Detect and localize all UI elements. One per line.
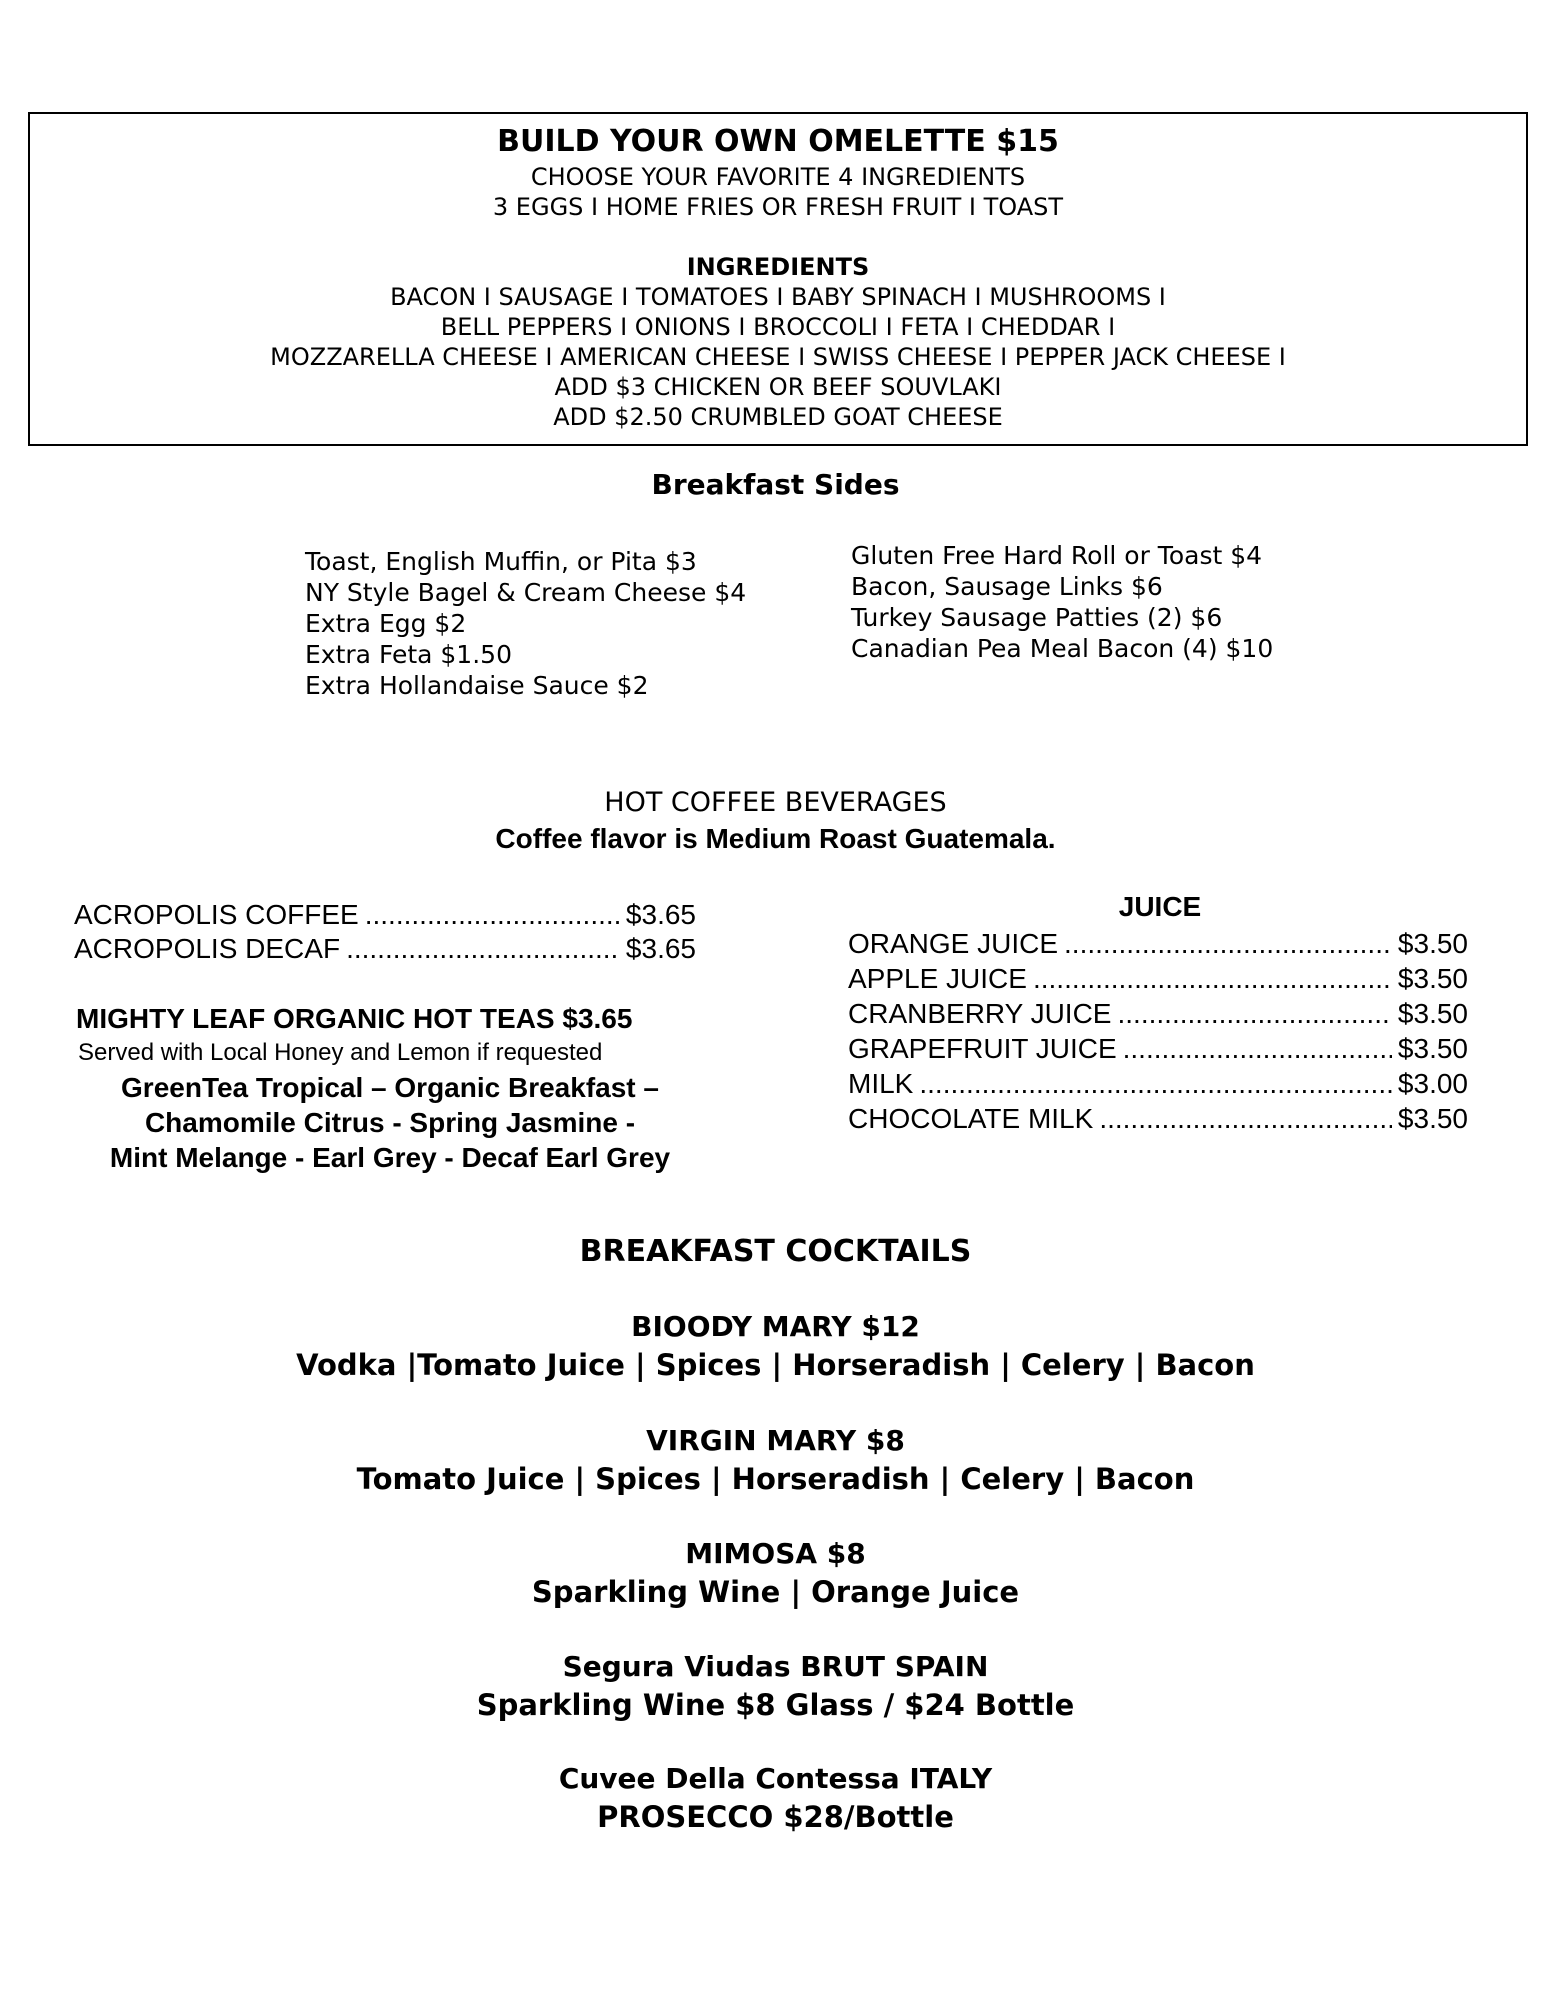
teas-title: MIGHTY LEAF ORGANIC HOT TEAS $3.65: [76, 1003, 633, 1034]
coffee-item-name: ACROPOLIS DECAF: [74, 933, 341, 964]
coffee-flavor-note: Coffee flavor is Medium Roast Guatemala.: [495, 823, 1056, 854]
leader-dots: [1064, 926, 1392, 961]
cocktail-name: Segura Viudas BRUT SPAIN: [562, 1650, 989, 1683]
side-item: Turkey Sausage Patties (2) $6: [851, 603, 1223, 632]
leader-dots: [1123, 1031, 1392, 1066]
juice-item: [848, 926, 1468, 961]
cocktail-item: [0, 1422, 1551, 1498]
omelette-subtitle-2: 3 EGGS I HOME FRIES OR FRESH FRUIT I TOAST: [492, 193, 1064, 221]
side-item: Toast, English Muffin, or Pita $3: [305, 547, 697, 576]
teas-list: [40, 1070, 740, 1175]
juice-item-name: GRAPEFRUIT JUICE: [848, 1033, 1117, 1064]
coffee-item-price: $3.65: [625, 933, 696, 964]
sides-title: Breakfast Sides: [651, 468, 900, 501]
cocktail-desc: Sparkling Wine $8 Glass / $24 Bottle: [476, 1688, 1075, 1722]
leader-dots: [1033, 961, 1392, 996]
side-item: Extra Feta $1.50: [305, 640, 512, 669]
ingredients-line: BELL PEPPERS I ONIONS I BROCCOLI I FETA I CHEDDAR I: [440, 313, 1116, 341]
juice-item: [848, 996, 1468, 1031]
cocktail-item: [0, 1308, 1551, 1384]
side-item: Gluten Free Hard Roll or Toast $4: [851, 541, 1263, 570]
leader-dots: [1117, 996, 1391, 1031]
coffee-item: [74, 898, 696, 932]
cocktail-name: VIRGIN MARY $8: [646, 1424, 905, 1457]
juice-item-price: $3.50: [1397, 998, 1468, 1029]
leader-dots: [365, 898, 620, 932]
coffee-item: [74, 932, 696, 966]
juice-item-name: MILK: [848, 1068, 914, 1099]
omelette-section: [28, 112, 1528, 446]
coffee-title: HOT COFFEE BEVERAGES: [604, 787, 947, 818]
juice-item: [848, 961, 1468, 996]
cocktail-item: [0, 1535, 1551, 1611]
cocktail-name: MIMOSA $8: [685, 1537, 866, 1570]
juice-item: [848, 1101, 1468, 1136]
teas-line: Mint Melange - Earl Grey - Decaf Earl Grey: [109, 1142, 671, 1173]
side-item: NY Style Bagel & Cream Cheese $4: [305, 578, 747, 607]
teas-line: Chamomile Citrus - Spring Jasmine -: [144, 1107, 636, 1138]
juice-item-name: ORANGE JUICE: [848, 928, 1059, 959]
sides-left-column: [305, 546, 746, 701]
ingredients-line: ADD $3 CHICKEN OR BEEF SOUVLAKI: [554, 373, 1002, 401]
juice-item-name: CRANBERRY JUICE: [848, 998, 1112, 1029]
omelette-subtitle-1: CHOOSE YOUR FAVORITE 4 INGREDIENTS: [530, 163, 1026, 191]
juice-item-price: $3.50: [1397, 928, 1468, 959]
juice-title: JUICE: [1118, 891, 1202, 922]
juice-item-price: $3.50: [1397, 1033, 1468, 1064]
cocktail-name: BIOODY MARY $12: [631, 1310, 920, 1343]
cocktail-name: Cuvee Della Contessa ITALY: [558, 1762, 993, 1795]
juice-item-name: APPLE JUICE: [848, 963, 1027, 994]
juice-item: [848, 1031, 1468, 1066]
teas-line: GreenTea Tropical – Organic Breakfast –: [121, 1072, 659, 1103]
side-item: Extra Hollandaise Sauce $2: [305, 671, 649, 700]
teas-note: Served with Local Honey and Lemon if requested: [78, 1039, 603, 1066]
ingredients-line: BACON I SAUSAGE I TOMATOES I BABY SPINACH I MUSHROOMS I: [390, 283, 1166, 311]
juice-item-name: CHOCOLATE MILK: [848, 1103, 1094, 1134]
coffee-item-name: ACROPOLIS COFFEE: [74, 899, 359, 930]
juice-item-price: $3.50: [1397, 1103, 1468, 1134]
leader-dots: [1099, 1101, 1392, 1136]
ingredients-line: ADD $2.50 CRUMBLED GOAT CHEESE: [553, 403, 1003, 431]
side-item: Extra Egg $2: [305, 609, 467, 638]
sides-right-column: [851, 540, 1273, 664]
juice-item-price: $3.00: [1397, 1068, 1468, 1099]
leader-dots: [919, 1066, 1392, 1101]
cocktail-item: [0, 1648, 1551, 1724]
cocktail-desc: Sparkling Wine | Orange Juice: [531, 1575, 1020, 1609]
leader-dots: [346, 932, 620, 966]
cocktail-item: [0, 1760, 1551, 1836]
ingredients-line: MOZZARELLA CHEESE I AMERICAN CHEESE I SWISS CHEESE I PEPPER JACK CHEESE I: [270, 343, 1286, 371]
ingredients-heading: INGREDIENTS: [686, 253, 870, 281]
side-item: Canadian Pea Meal Bacon (4) $10: [851, 634, 1274, 663]
cocktail-desc: PROSECCO $28/Bottle: [597, 1800, 954, 1834]
omelette-title: BUILD YOUR OWN OMELETTE $15: [497, 124, 1059, 159]
cocktail-desc: Vodka |Tomato Juice | Spices | Horseradish | Celery | Bacon: [296, 1348, 1255, 1382]
cocktail-desc: Tomato Juice | Spices | Horseradish | Celery | Bacon: [356, 1462, 1195, 1496]
juice-item-price: $3.50: [1397, 963, 1468, 994]
cocktails-title: BREAKFAST COCKTAILS: [579, 1234, 972, 1269]
juice-item: [848, 1066, 1468, 1101]
side-item: Bacon, Sausage Links $6: [851, 572, 1163, 601]
coffee-item-price: $3.65: [625, 899, 696, 930]
